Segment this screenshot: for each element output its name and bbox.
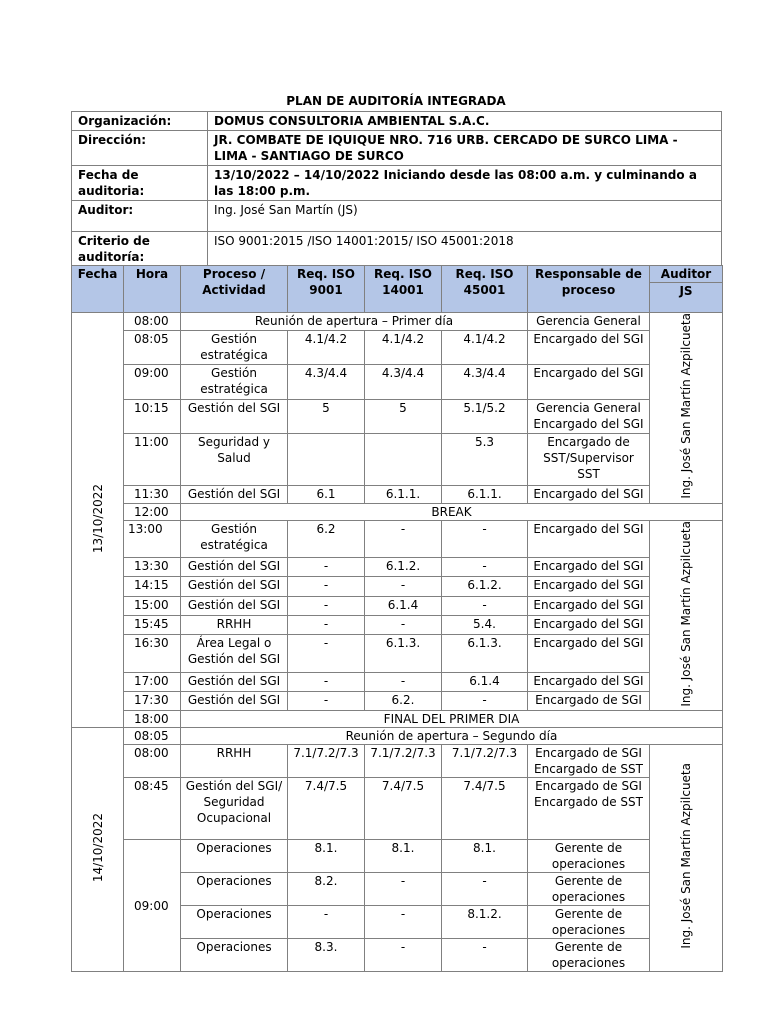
req-cell [288, 434, 365, 485]
req-cell: - [288, 577, 365, 596]
req-cell: - [288, 558, 365, 577]
auditor-label: Auditor: [72, 201, 208, 232]
criterio-value: ISO 9001:2015 /ISO 14001:2015/ ISO 45001:2018 [208, 232, 722, 267]
table-row [72, 711, 723, 728]
hora-cell: 08:05 [124, 728, 181, 745]
req-cell: 7.1/7.2/7.3 [288, 745, 365, 778]
hora-cell: 16:30 [124, 635, 181, 672]
proceso-cell: Gestión del SGI [181, 399, 288, 434]
responsable-cell: Gerente de operaciones [528, 906, 650, 939]
req-cell: - [442, 558, 528, 577]
req-cell: 6.1.1. [442, 485, 528, 503]
col-proceso: Proceso / Actividad [181, 266, 288, 313]
hora-cell: 13:00 [124, 520, 181, 557]
req-cell: 4.1/4.2 [365, 330, 442, 365]
req-cell: 6.1.2. [442, 577, 528, 596]
req-cell: 4.3/4.4 [365, 365, 442, 400]
responsable-cell: Encargado del SGI [528, 485, 650, 503]
req-cell: - [365, 615, 442, 634]
req-cell: - [365, 906, 442, 939]
req-cell: - [288, 635, 365, 672]
req-cell: - [288, 691, 365, 710]
responsable-cell: Encargado de SST/Supervisor SST [528, 434, 650, 485]
req-cell: 5.1/5.2 [442, 399, 528, 434]
org-label: Organización: [72, 112, 208, 131]
col-responsable: Responsable de proceso [528, 266, 650, 313]
org-value: DOMUS CONSULTORIA AMBIENTAL S.A.C. [208, 112, 722, 131]
table-row [72, 635, 723, 672]
req-cell: 7.4/7.5 [442, 778, 528, 840]
col-req-45001: Req. ISO 45001 [442, 266, 528, 313]
col-req-9001: Req. ISO 9001 [288, 266, 365, 313]
table-row [72, 330, 723, 365]
hora-cell: 11:30 [124, 485, 181, 503]
table-row [72, 365, 723, 400]
hora-cell: 12:00 [124, 503, 181, 520]
proceso-cell: Seguridad y Salud [181, 434, 288, 485]
hora-cell: 08:00 [124, 313, 181, 331]
req-cell: 8.1. [288, 840, 365, 873]
req-cell: - [442, 596, 528, 615]
req-cell: 5 [365, 399, 442, 434]
table-row [72, 313, 723, 331]
req-cell: - [365, 577, 442, 596]
hora-cell: 17:00 [124, 672, 181, 691]
col-req-14001: Req. ISO 14001 [365, 266, 442, 313]
proceso-cell: Gestión del SGI [181, 672, 288, 691]
table-row [72, 558, 723, 577]
req-cell: 6.1.3. [365, 635, 442, 672]
req-cell: 8.1. [365, 840, 442, 873]
proceso-cell: Operaciones [181, 939, 288, 972]
req-cell: - [442, 873, 528, 906]
req-cell: - [365, 520, 442, 557]
req-cell: 7.1/7.2/7.3 [365, 745, 442, 778]
responsable-cell: Gerente de operaciones [528, 840, 650, 873]
req-cell: - [288, 596, 365, 615]
responsable-cell: Encargado de SGI [528, 691, 650, 710]
req-cell: - [288, 672, 365, 691]
proceso-cell: Gestión estratégica [181, 520, 288, 557]
proceso-cell: Área Legal o Gestión del SGI [181, 635, 288, 672]
merged-cell: Reunión de apertura – Primer día [181, 313, 528, 331]
merged-cell: FINAL DEL PRIMER DIA [181, 711, 723, 728]
hora-cell: 15:00 [124, 596, 181, 615]
req-cell: 6.1.4 [442, 672, 528, 691]
date-day1: 13/10/2022 [72, 313, 124, 728]
proceso-cell: Gestión estratégica [181, 365, 288, 400]
req-cell: - [288, 906, 365, 939]
responsable-cell: Encargado de SGI Encargado de SST [528, 778, 650, 840]
req-cell: 5 [288, 399, 365, 434]
req-cell: 6.1 [288, 485, 365, 503]
auditor-value: Ing. José San Martín (JS) [208, 201, 722, 232]
responsable-cell: Gerente de operaciones [528, 873, 650, 906]
auditor-day2: Ing. José San Martín Azpilcueta [650, 745, 723, 972]
responsable-cell: Encargado del SGI [528, 558, 650, 577]
req-cell: 4.1/4.2 [442, 330, 528, 365]
proceso-cell: Gestión del SGI [181, 577, 288, 596]
table-row [72, 691, 723, 710]
req-cell: 8.3. [288, 939, 365, 972]
proceso-cell: Gestión estratégica [181, 330, 288, 365]
table-row [72, 672, 723, 691]
responsable-cell: Encargado del SGI [528, 596, 650, 615]
req-cell: - [365, 939, 442, 972]
req-cell: 4.1/4.2 [288, 330, 365, 365]
criterio-label: Criterio de auditoría: [72, 232, 208, 267]
proceso-cell: Operaciones [181, 906, 288, 939]
req-cell: 8.2. [288, 873, 365, 906]
page-title: PLAN DE AUDITORÍA INTEGRADA [286, 94, 506, 108]
table-row [72, 728, 723, 745]
req-cell [365, 434, 442, 485]
hora-cell: 14:15 [124, 577, 181, 596]
responsable-cell: Encargado del SGI [528, 615, 650, 634]
table-row [72, 745, 723, 778]
req-cell: 6.1.4 [365, 596, 442, 615]
req-cell: 6.1.1. [365, 485, 442, 503]
dir-label: Dirección: [72, 131, 208, 166]
table-row [72, 399, 723, 434]
table-row [72, 840, 723, 873]
hora-cell: 08:00 [124, 745, 181, 778]
req-cell: - [442, 520, 528, 557]
hora-cell: 13:30 [124, 558, 181, 577]
fecha-value: 13/10/2022 – 14/10/2022 Iniciando desde las 08:00 a.m. y culminando a las 18:00 p.m. [208, 166, 722, 201]
req-cell: 8.1.2. [442, 906, 528, 939]
merged-cell: Reunión de apertura – Segundo día [181, 728, 723, 745]
col-auditor-code: JS [650, 283, 723, 313]
proceso-cell: Gestión del SGI [181, 485, 288, 503]
proceso-cell: RRHH [181, 615, 288, 634]
table-row [72, 596, 723, 615]
hora-cell: 08:05 [124, 330, 181, 365]
table-row [72, 503, 723, 520]
req-cell: - [288, 615, 365, 634]
col-fecha: Fecha [72, 266, 124, 313]
responsable-cell: Encargado del SGI [528, 635, 650, 672]
proceso-cell: Gestión del SGI/ Seguridad Ocupacional [181, 778, 288, 840]
col-hora: Hora [124, 266, 181, 313]
auditor-day1-b: Ing. José San Martín Azpilcueta [650, 520, 723, 711]
hora-cell: 10:15 [124, 399, 181, 434]
req-cell: - [442, 691, 528, 710]
req-cell: 7.4/7.5 [288, 778, 365, 840]
table-row [72, 434, 723, 485]
req-cell: - [365, 672, 442, 691]
req-cell: 6.1.3. [442, 635, 528, 672]
responsable-cell: Encargado del SGI [528, 577, 650, 596]
responsable-cell: Encargado del SGI [528, 520, 650, 557]
req-cell: - [442, 939, 528, 972]
responsable-cell: Encargado del SGI [528, 672, 650, 691]
req-cell: - [365, 873, 442, 906]
req-cell: 6.1.2. [365, 558, 442, 577]
proceso-cell: Operaciones [181, 873, 288, 906]
responsable-cell: Encargado del SGI [528, 330, 650, 365]
col-auditor: Auditor [650, 266, 723, 283]
req-cell: 6.2 [288, 520, 365, 557]
proceso-cell: Gestión del SGI [181, 596, 288, 615]
req-cell: 8.1. [442, 840, 528, 873]
info-table [71, 111, 722, 267]
hora-cell: 08:45 [124, 778, 181, 840]
table-row [72, 577, 723, 596]
schedule-table [71, 265, 723, 972]
hora-cell: 09:00 [124, 840, 181, 972]
hora-cell: 17:30 [124, 691, 181, 710]
table-row [72, 485, 723, 503]
auditor-day1-a: Ing. José San Martín Azpilcueta [650, 313, 723, 504]
table-row [72, 778, 723, 840]
req-cell: 5.4. [442, 615, 528, 634]
responsable-cell: Gerencia General [528, 313, 650, 331]
proceso-cell: RRHH [181, 745, 288, 778]
req-cell: 4.3/4.4 [442, 365, 528, 400]
proceso-cell: Gestión del SGI [181, 691, 288, 710]
responsable-cell: Gerencia General Encargado del SGI [528, 399, 650, 434]
req-cell: 5.3 [442, 434, 528, 485]
hora-cell: 15:45 [124, 615, 181, 634]
date-day2: 14/10/2022 [72, 728, 124, 972]
proceso-cell: Operaciones [181, 840, 288, 873]
dir-value: JR. COMBATE DE IQUIQUE NRO. 716 URB. CERCADO DE SURCO LIMA - LIMA - SANTIAGO DE SURCO [208, 131, 722, 166]
table-row [72, 615, 723, 634]
hora-cell: 11:00 [124, 434, 181, 485]
req-cell: 7.4/7.5 [365, 778, 442, 840]
merged-cell: BREAK [181, 503, 723, 520]
req-cell: 6.2. [365, 691, 442, 710]
responsable-cell: Gerente de operaciones [528, 939, 650, 972]
responsable-cell: Encargado de SGI Encargado de SST [528, 745, 650, 778]
req-cell: 4.3/4.4 [288, 365, 365, 400]
proceso-cell: Gestión del SGI [181, 558, 288, 577]
fecha-label: Fecha de auditoria: [72, 166, 208, 201]
table-row [72, 520, 723, 557]
responsable-cell: Encargado del SGI [528, 365, 650, 400]
req-cell: 7.1/7.2/7.3 [442, 745, 528, 778]
hora-cell: 09:00 [124, 365, 181, 400]
hora-cell: 18:00 [124, 711, 181, 728]
